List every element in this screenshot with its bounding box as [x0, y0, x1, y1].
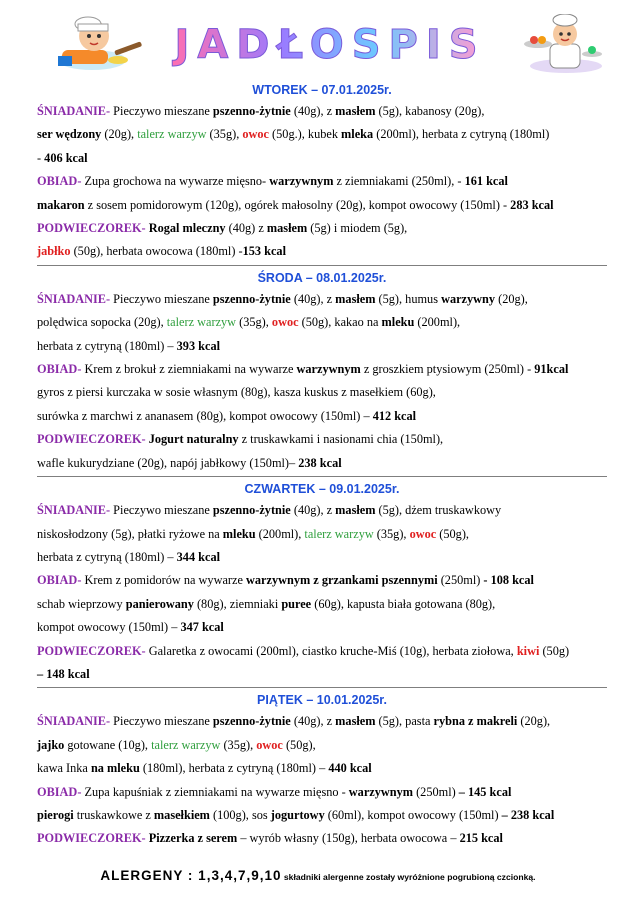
- menu-text: (40g), z: [290, 714, 336, 729]
- fruit-highlight: owoc: [271, 315, 299, 330]
- allergen-highlight: Jogurt naturalny: [145, 432, 239, 447]
- meal-label-lunch: OBIAD-: [37, 362, 82, 377]
- header: [0, 0, 636, 78]
- day-section: [37, 476, 607, 686]
- menu-text: (35g),: [220, 737, 257, 752]
- allergen-highlight: 406 kcal: [44, 150, 88, 165]
- allergen-highlight: pszenno-żytnie: [212, 104, 291, 118]
- allergen-highlight: warzywny: [441, 291, 496, 306]
- menu-text: (100g), sos: [209, 807, 271, 822]
- menu-text: Zupa kapuśniak z ziemniakami na wywarze mięsno -: [81, 784, 349, 799]
- allergen-highlight: pszenno-żytnie: [212, 714, 291, 729]
- menu-text: (40g), z: [290, 291, 336, 306]
- menu-line: [37, 358, 607, 381]
- menu-text: (5g), kabanosy (20g),: [375, 104, 485, 118]
- menu-text: (180ml), herbata z cytryną (180ml) –: [139, 761, 329, 776]
- menu-text: polędwica sopocka (20g),: [37, 315, 167, 330]
- allergen-highlight: 283 kcal: [510, 197, 554, 212]
- day-heading: WTOREK – 07.01.2025r.: [252, 83, 392, 97]
- menu-text: gyros z piersi kurczaka w sosie własnym (80g), kasza kuskus z masełkiem (60g),: [37, 385, 436, 400]
- meal-label-lunch: OBIAD-: [37, 174, 82, 189]
- menu-line: [37, 757, 607, 780]
- allergen-highlight: – 238 kcal: [501, 807, 555, 822]
- allergen-highlight: 215 kcal: [459, 831, 503, 846]
- allergen-highlight: jogurtowy: [270, 807, 325, 822]
- allergen-highlight: warzywnym: [348, 784, 414, 799]
- menu-text: (40g) z: [225, 221, 267, 236]
- fruit-highlight: kiwi: [516, 643, 540, 658]
- allergen-highlight: masełkiem: [153, 807, 210, 822]
- menu-text: (250ml): [437, 573, 484, 588]
- allergen-highlight: Rogal mleczny: [145, 221, 226, 236]
- menu-line: [37, 663, 607, 686]
- allergen-highlight: masłem: [335, 714, 376, 729]
- menu-text: Zupa grochowa na wywarze mięsno-: [81, 174, 270, 189]
- menu-text: (5g), humus: [375, 291, 442, 306]
- menu-text: kompot owocowy (150ml) –: [37, 620, 181, 635]
- allergen-highlight: 161 kcal: [464, 174, 508, 189]
- menu-line: [37, 147, 607, 170]
- menu-text: (35g),: [206, 127, 243, 142]
- menu-text: Galaretka z owocami (200ml), ciastko kruche-Miś (10g), herbata ziołowa,: [145, 643, 517, 658]
- menu-text: Krem z pomidorów na wywarze: [81, 573, 247, 588]
- menu-line: [37, 499, 607, 522]
- allergen-highlight: warzywnym: [296, 362, 361, 377]
- menu-text: herbata z cytryną (180ml) –: [37, 338, 177, 353]
- menu-line: [37, 335, 607, 358]
- allergen-highlight: - 108 kcal: [483, 573, 534, 588]
- allergen-highlight: 153 kcal: [242, 244, 286, 259]
- menu-text: z ziemniakami (250ml), -: [333, 174, 465, 189]
- allergen-highlight: makaron: [37, 197, 85, 212]
- menu-text: Pieczywo mieszane: [110, 714, 213, 729]
- meal-label-snack: PODWIECZOREK-: [37, 221, 146, 236]
- allergen-highlight: masłem: [266, 221, 308, 236]
- menu-text: Pieczywo mieszane: [110, 104, 213, 118]
- menu-title: [150, 18, 510, 74]
- menu-title-text: JADŁOSPIS: [174, 22, 486, 68]
- day-heading: CZWARTEK – 09.01.2025r.: [244, 482, 400, 497]
- menu-line: [37, 240, 607, 263]
- chef-cooking-illustration: [56, 16, 148, 74]
- menu-line: [37, 194, 607, 217]
- allergen-highlight: – 145 kcal: [458, 784, 512, 799]
- allergen-highlight: 238 kcal: [298, 455, 342, 470]
- menu-text: (5g), pasta: [375, 714, 434, 729]
- menu-text: (5g), dżem truskawkowy: [375, 503, 502, 518]
- menu-line: [37, 523, 607, 546]
- menu-text: herbata z cytryną (180ml) –: [37, 549, 177, 564]
- menu-text: kawa Inka: [37, 761, 91, 776]
- menu-line: [37, 123, 607, 146]
- menu-text: (250ml): [413, 784, 459, 799]
- menu-text: Pieczywo mieszane: [110, 503, 213, 518]
- allergen-highlight: panierowany: [125, 596, 194, 611]
- menu-line: [37, 311, 607, 334]
- menu-text: gotowane (10g),: [64, 737, 152, 752]
- menu-text: (200ml),: [255, 526, 305, 541]
- menu-line: [37, 381, 607, 404]
- menu-line: [37, 710, 607, 733]
- menu-text: (50g): [539, 643, 570, 658]
- menu-line: [37, 804, 607, 827]
- meal-label-snack: PODWIECZOREK-: [37, 831, 146, 846]
- menu-line: [37, 405, 607, 428]
- menu-content: [37, 80, 607, 851]
- menu-text: (200ml),: [414, 315, 461, 330]
- allergen-highlight: – 148 kcal: [37, 666, 90, 681]
- fruit-highlight: owoc: [256, 737, 283, 752]
- allergen-highlight: masłem: [335, 291, 376, 306]
- vegetable-highlight: talerz warzyw: [151, 737, 221, 752]
- meal-label-breakfast: ŚNIADANIE-: [37, 714, 111, 729]
- day-section: [37, 687, 607, 850]
- menu-line: [37, 452, 607, 475]
- menu-text: (80g), ziemniaki: [193, 596, 282, 611]
- allergen-highlight: pierogi: [37, 807, 74, 822]
- fruit-highlight: owoc: [242, 127, 269, 142]
- menu-text: z sosem pomidorowym (120g), ogórek małosolny (20g), kompot owocowy (150ml) -: [84, 197, 511, 212]
- allergen-highlight: ser wędzony: [37, 127, 102, 142]
- allergen-highlight: mleku: [222, 526, 256, 541]
- fruit-highlight: owoc: [409, 526, 437, 541]
- vegetable-highlight: talerz warzyw: [137, 127, 207, 142]
- menu-text: (50g), herbata owocowa (180ml) -: [70, 244, 243, 259]
- menu-line: [37, 170, 607, 193]
- day-section: [37, 80, 607, 264]
- menu-text: (40g), z: [290, 104, 336, 118]
- allergen-highlight: Pizzerka z serem: [145, 831, 238, 846]
- menu-line: [37, 288, 607, 311]
- allergen-highlight: 412 kcal: [372, 408, 417, 423]
- allergen-highlight: rybna z makreli: [433, 714, 518, 729]
- menu-text: -: [37, 150, 45, 165]
- menu-text: (20g),: [517, 714, 551, 729]
- menu-text: schab wieprzowy: [37, 596, 126, 611]
- menu-line: [37, 428, 607, 451]
- allergen-highlight: puree: [281, 596, 312, 611]
- allergen-highlight: mleku: [381, 315, 415, 330]
- menu-text: truskawkowe z: [73, 807, 154, 822]
- day-heading: PIĄTEK – 10.01.2025r.: [257, 693, 387, 708]
- meal-label-breakfast: ŚNIADANIE-: [37, 291, 111, 306]
- meal-label-lunch: OBIAD-: [37, 573, 82, 588]
- allergen-highlight: jajko: [37, 737, 65, 752]
- divider: [37, 476, 607, 477]
- day-section: [37, 265, 607, 475]
- allergen-highlight: na mleku: [90, 761, 140, 776]
- allergen-highlight: warzywnym: [269, 174, 334, 189]
- chef-serving-illustration: [520, 14, 606, 74]
- menu-line: [37, 781, 607, 804]
- menu-line: [37, 100, 607, 123]
- menu-text: (50g),: [282, 737, 316, 752]
- menu-text: (50g),: [436, 526, 470, 541]
- allergen-highlight: 440 kcal: [328, 761, 372, 776]
- allergen-highlight: 344 kcal: [176, 549, 221, 564]
- meal-label-breakfast: ŚNIADANIE-: [37, 104, 111, 118]
- allergen-note: składniki alergenne zostały wyróżnione pogrubioną czcionką.: [281, 872, 536, 882]
- allergen-highlight: 347 kcal: [180, 620, 224, 635]
- allergen-highlight: 393 kcal: [176, 338, 221, 353]
- menu-text: (60ml), kompot owocowy (150ml): [324, 807, 502, 822]
- menu-text: z truskawkami i nasionami chia (150ml),: [238, 432, 444, 447]
- allergen-highlight: masłem: [335, 104, 376, 118]
- allergen-highlight: masłem: [335, 503, 376, 518]
- allergen-highlight: pszenno-żytnie: [212, 503, 291, 518]
- menu-text: (35g),: [236, 315, 272, 330]
- menu-text: Pieczywo mieszane: [110, 291, 213, 306]
- vegetable-highlight: talerz warzyw: [304, 526, 374, 541]
- menu-line: [37, 546, 607, 569]
- menu-text: – wyrób własny (150g), herbata owocowa –: [237, 831, 460, 846]
- menu-text: (20g),: [495, 291, 528, 306]
- menu-line: [37, 640, 607, 663]
- menu-text: wafle kukurydziane (20g), napój jabłkowy (150ml)–: [37, 455, 299, 470]
- menu-text: (40g), z: [290, 503, 336, 518]
- menu-line: [37, 734, 607, 757]
- divider: [37, 687, 607, 688]
- meal-label-snack: PODWIECZOREK-: [37, 432, 146, 447]
- fruit-highlight: jabłko: [37, 244, 71, 259]
- menu-text: (60g), kapusta biała gotowana (80g),: [311, 596, 496, 611]
- allergen-highlight: 91kcal: [534, 362, 569, 377]
- menu-text: (20g),: [101, 127, 138, 142]
- menu-text: (35g),: [373, 526, 410, 541]
- menu-line: [37, 827, 607, 850]
- menu-line: [37, 217, 607, 240]
- menu-line: [37, 616, 607, 639]
- menu-line: [37, 569, 607, 592]
- menu-text: (200ml), herbata z cytryną (180ml): [373, 127, 550, 142]
- allergen-footer: [0, 867, 636, 885]
- allergen-highlight: pszenno-żytnie: [212, 291, 291, 306]
- allergen-highlight: warzywnym z grzankami pszennymi: [246, 573, 438, 588]
- menu-text: (5g) i miodem (5g),: [307, 221, 408, 236]
- allergen-list: ALERGENY : 1,3,4,7,9,10: [100, 868, 282, 883]
- meal-label-lunch: OBIAD-: [37, 784, 82, 799]
- menu-text: Krem z brokuł z ziemniakami na wywarze: [81, 362, 297, 377]
- divider: [37, 265, 607, 266]
- allergen-highlight: mleka: [341, 127, 374, 142]
- menu-text: surówka z marchwi z ananasem (80g), kompot owocowy (150ml) –: [37, 408, 373, 423]
- menu-text: (50g), kakao na: [298, 315, 382, 330]
- meal-label-breakfast: ŚNIADANIE-: [37, 503, 111, 518]
- menu-text: niskosłodzony (5g), płatki ryżowe na: [37, 526, 223, 541]
- menu-line: [37, 593, 607, 616]
- day-heading: ŚRODA – 08.01.2025r.: [257, 270, 387, 285]
- meal-label-snack: PODWIECZOREK-: [37, 643, 146, 658]
- menu-text: z groszkiem ptysiowym (250ml) -: [360, 362, 535, 377]
- vegetable-highlight: talerz warzyw: [166, 315, 237, 330]
- menu-text: (50g.), kubek: [268, 127, 342, 142]
